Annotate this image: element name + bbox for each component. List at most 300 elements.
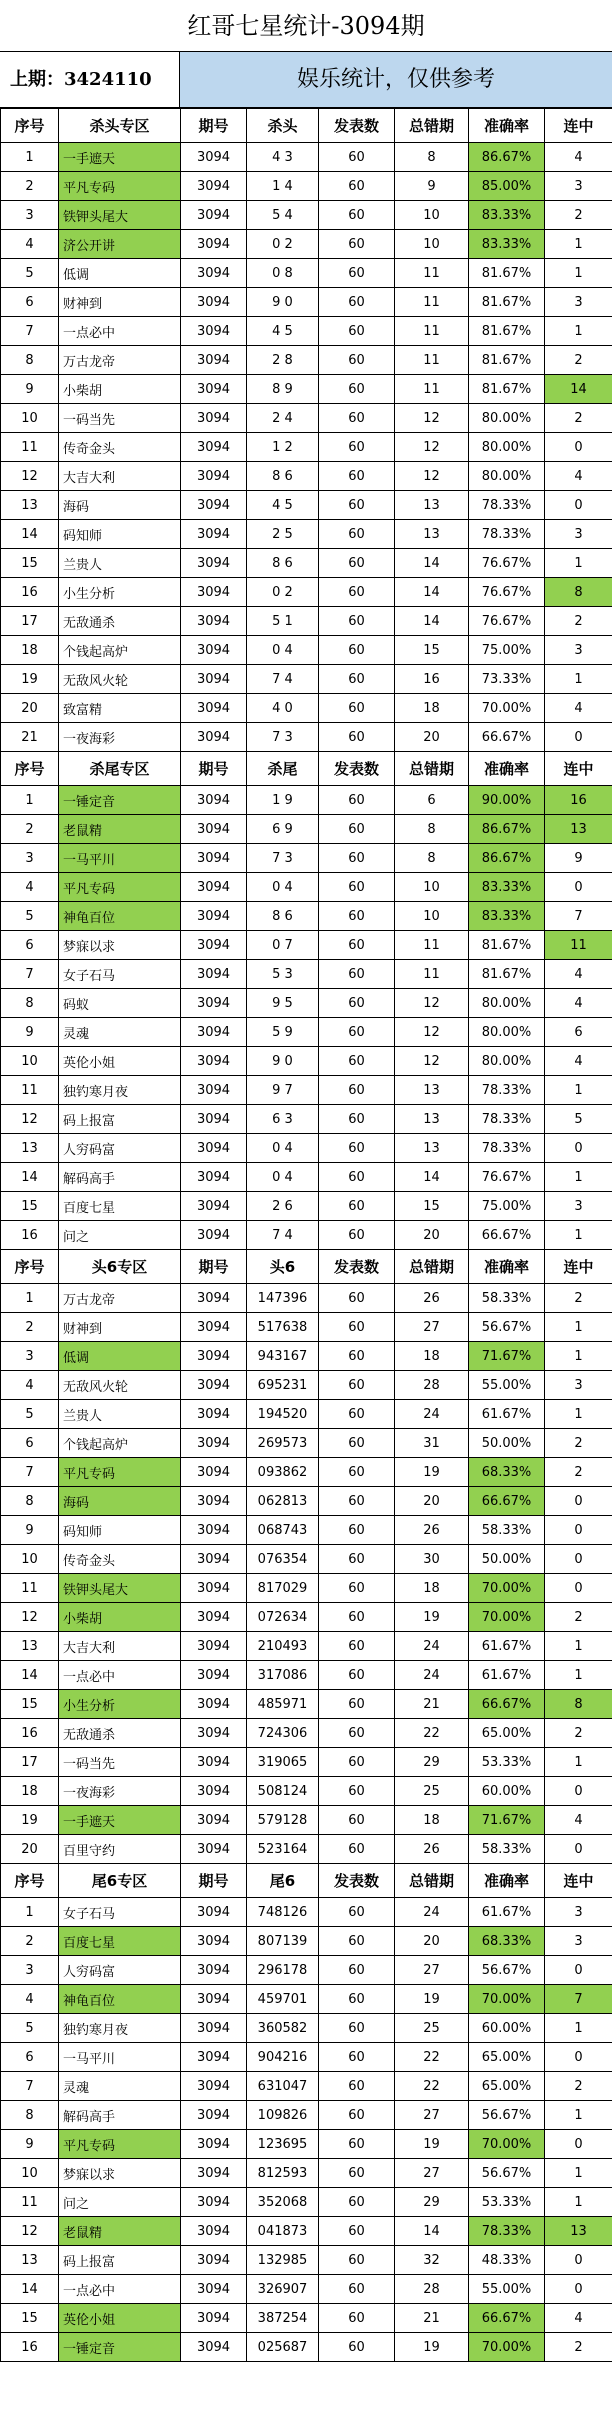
cell-number: 194520	[247, 1400, 319, 1429]
cell-number: 025687	[247, 2333, 319, 2362]
table-row	[1, 723, 612, 752]
cell-accuracy: 66.67%	[469, 1487, 545, 1516]
cell-misses: 26	[395, 1516, 469, 1545]
table-row	[1, 1661, 612, 1690]
cell-number: 9 0	[247, 1047, 319, 1076]
cell-period: 3094	[181, 346, 247, 375]
table-row	[1, 346, 612, 375]
cell-index: 9	[1, 1516, 59, 1545]
cell-accuracy: 81.67%	[469, 259, 545, 288]
cell-index: 2	[1, 172, 59, 201]
cell-name: 平凡专码	[59, 172, 181, 201]
cell-accuracy: 66.67%	[469, 1221, 545, 1250]
cell-name: 无敌风火轮	[59, 1371, 181, 1400]
cell-name: 万古龙帝	[59, 1284, 181, 1313]
cell-name: 梦寐以求	[59, 2159, 181, 2188]
cell-name: 一锤定音	[59, 786, 181, 815]
cell-number: 387254	[247, 2304, 319, 2333]
cell-misses: 22	[395, 2072, 469, 2101]
cell-period: 3094	[181, 1313, 247, 1342]
cell-index: 3	[1, 844, 59, 873]
table-row	[1, 1956, 612, 1985]
cell-accuracy: 78.33%	[469, 1105, 545, 1134]
cell-name: 人穷码富	[59, 1134, 181, 1163]
cell-number: 0 8	[247, 259, 319, 288]
cell-accuracy: 70.00%	[469, 1603, 545, 1632]
cell-streak: 1	[545, 2101, 612, 2130]
column-header-name: 杀头专区	[59, 109, 181, 143]
cell-name: 铁钾头尾大	[59, 201, 181, 230]
cell-accuracy: 83.33%	[469, 201, 545, 230]
cell-posts: 60	[319, 1661, 395, 1690]
column-header-streak: 连中	[545, 109, 612, 143]
table-row	[1, 1748, 612, 1777]
cell-posts: 60	[319, 2275, 395, 2304]
cell-streak: 1	[545, 2014, 612, 2043]
cell-name: 平凡专码	[59, 2130, 181, 2159]
cell-number: 4 5	[247, 491, 319, 520]
cell-period: 3094	[181, 2217, 247, 2246]
cell-period: 3094	[181, 2159, 247, 2188]
cell-streak: 2	[545, 346, 612, 375]
cell-period: 3094	[181, 143, 247, 172]
cell-streak: 0	[545, 873, 612, 902]
cell-index: 2	[1, 1313, 59, 1342]
cell-number: 062813	[247, 1487, 319, 1516]
column-header-posts: 发表数	[319, 1250, 395, 1284]
section-header-row	[1, 1250, 612, 1284]
table-row	[1, 1163, 612, 1192]
cell-index: 2	[1, 1927, 59, 1956]
cell-index: 16	[1, 1221, 59, 1250]
table-row	[1, 375, 612, 404]
cell-posts: 60	[319, 1371, 395, 1400]
cell-name: 解码高手	[59, 2101, 181, 2130]
cell-number: 360582	[247, 2014, 319, 2043]
cell-misses: 19	[395, 1603, 469, 1632]
cell-posts: 60	[319, 2130, 395, 2159]
cell-period: 3094	[181, 1835, 247, 1864]
cell-number: 1 4	[247, 172, 319, 201]
table-row	[1, 1192, 612, 1221]
table-row	[1, 902, 612, 931]
cell-misses: 8	[395, 143, 469, 172]
cell-index: 5	[1, 902, 59, 931]
cell-streak: 0	[545, 723, 612, 752]
column-header-name: 头6专区	[59, 1250, 181, 1284]
cell-index: 13	[1, 2246, 59, 2275]
cell-misses: 10	[395, 873, 469, 902]
column-header-accuracy: 准确率	[469, 752, 545, 786]
table-row	[1, 1574, 612, 1603]
cell-streak: 4	[545, 2304, 612, 2333]
cell-misses: 14	[395, 549, 469, 578]
cell-name: 独钓寒月夜	[59, 2014, 181, 2043]
table-row	[1, 1806, 612, 1835]
cell-posts: 60	[319, 1603, 395, 1632]
cell-index: 10	[1, 404, 59, 433]
cell-index: 12	[1, 462, 59, 491]
table-row	[1, 960, 612, 989]
cell-misses: 18	[395, 1574, 469, 1603]
cell-index: 9	[1, 2130, 59, 2159]
table-row	[1, 1603, 612, 1632]
table-row	[1, 607, 612, 636]
cell-period: 3094	[181, 1342, 247, 1371]
cell-accuracy: 81.67%	[469, 960, 545, 989]
cell-accuracy: 86.67%	[469, 815, 545, 844]
cell-misses: 26	[395, 1835, 469, 1864]
cell-misses: 11	[395, 931, 469, 960]
cell-posts: 60	[319, 2072, 395, 2101]
cell-accuracy: 80.00%	[469, 433, 545, 462]
cell-streak: 1	[545, 1748, 612, 1777]
cell-index: 12	[1, 2217, 59, 2246]
cell-streak: 0	[545, 1545, 612, 1574]
table-row	[1, 1632, 612, 1661]
cell-streak: 1	[545, 665, 612, 694]
cell-misses: 29	[395, 2188, 469, 2217]
cell-streak: 0	[545, 2043, 612, 2072]
cell-streak: 4	[545, 462, 612, 491]
cell-posts: 60	[319, 201, 395, 230]
cell-number: 0 4	[247, 1134, 319, 1163]
column-header-misses: 总错期	[395, 109, 469, 143]
cell-index: 1	[1, 1898, 59, 1927]
cell-streak: 3	[545, 172, 612, 201]
cell-misses: 27	[395, 2159, 469, 2188]
cell-streak: 13	[545, 815, 612, 844]
cell-index: 19	[1, 1806, 59, 1835]
cell-period: 3094	[181, 1134, 247, 1163]
cell-name: 个钱起高炉	[59, 1429, 181, 1458]
table-row	[1, 694, 612, 723]
cell-number: 7 4	[247, 665, 319, 694]
cell-index: 5	[1, 2014, 59, 2043]
cell-index: 7	[1, 317, 59, 346]
cell-name: 老鼠精	[59, 815, 181, 844]
cell-misses: 13	[395, 1076, 469, 1105]
cell-misses: 12	[395, 404, 469, 433]
cell-accuracy: 70.00%	[469, 694, 545, 723]
cell-posts: 60	[319, 665, 395, 694]
cell-index: 18	[1, 636, 59, 665]
cell-index: 17	[1, 1748, 59, 1777]
cell-accuracy: 58.33%	[469, 1516, 545, 1545]
cell-posts: 60	[319, 1927, 395, 1956]
cell-name: 兰贵人	[59, 1400, 181, 1429]
cell-period: 3094	[181, 2246, 247, 2275]
table-row	[1, 1835, 612, 1864]
cell-misses: 31	[395, 1429, 469, 1458]
cell-name: 独钓寒月夜	[59, 1076, 181, 1105]
table-row	[1, 1545, 612, 1574]
cell-name: 小柴胡	[59, 375, 181, 404]
cell-period: 3094	[181, 1748, 247, 1777]
cell-accuracy: 76.67%	[469, 1163, 545, 1192]
cell-posts: 60	[319, 1284, 395, 1313]
cell-streak: 1	[545, 1632, 612, 1661]
cell-name: 平凡专码	[59, 1458, 181, 1487]
cell-name: 码知师	[59, 520, 181, 549]
cell-streak: 1	[545, 1313, 612, 1342]
cell-accuracy: 85.00%	[469, 172, 545, 201]
cell-posts: 60	[319, 2014, 395, 2043]
cell-streak: 7	[545, 902, 612, 931]
cell-accuracy: 66.67%	[469, 723, 545, 752]
cell-number: 7 3	[247, 723, 319, 752]
cell-accuracy: 53.33%	[469, 2188, 545, 2217]
table-row	[1, 2043, 612, 2072]
cell-number: 8 6	[247, 902, 319, 931]
cell-streak: 2	[545, 2333, 612, 2362]
cell-accuracy: 61.67%	[469, 1400, 545, 1429]
cell-posts: 60	[319, 549, 395, 578]
cell-misses: 20	[395, 1927, 469, 1956]
table-row	[1, 2188, 612, 2217]
cell-period: 3094	[181, 844, 247, 873]
cell-period: 3094	[181, 1076, 247, 1105]
cell-period: 3094	[181, 2188, 247, 2217]
cell-accuracy: 60.00%	[469, 2014, 545, 2043]
cell-number: 4 0	[247, 694, 319, 723]
cell-accuracy: 76.67%	[469, 607, 545, 636]
cell-name: 大吉大利	[59, 1632, 181, 1661]
table-row	[1, 317, 612, 346]
cell-index: 9	[1, 375, 59, 404]
cell-name: 英伦小姐	[59, 2304, 181, 2333]
cell-posts: 60	[319, 2159, 395, 2188]
cell-streak: 0	[545, 2246, 612, 2275]
cell-misses: 8	[395, 844, 469, 873]
cell-period: 3094	[181, 2014, 247, 2043]
cell-accuracy: 83.33%	[469, 873, 545, 902]
cell-name: 致富精	[59, 694, 181, 723]
cell-index: 7	[1, 1458, 59, 1487]
cell-index: 8	[1, 1487, 59, 1516]
cell-period: 3094	[181, 375, 247, 404]
cell-misses: 12	[395, 433, 469, 462]
cell-accuracy: 66.67%	[469, 2304, 545, 2333]
cell-posts: 60	[319, 786, 395, 815]
cell-misses: 11	[395, 375, 469, 404]
cell-accuracy: 83.33%	[469, 230, 545, 259]
cell-streak: 3	[545, 288, 612, 317]
cell-misses: 12	[395, 1047, 469, 1076]
table-row	[1, 636, 612, 665]
cell-accuracy: 78.33%	[469, 2217, 545, 2246]
cell-streak: 1	[545, 317, 612, 346]
cell-streak: 6	[545, 1018, 612, 1047]
table-row	[1, 1313, 612, 1342]
cell-misses: 20	[395, 723, 469, 752]
cell-period: 3094	[181, 1192, 247, 1221]
cell-number: 523164	[247, 1835, 319, 1864]
cell-misses: 14	[395, 2217, 469, 2246]
cell-period: 3094	[181, 2130, 247, 2159]
column-header-misses: 总错期	[395, 1864, 469, 1898]
cell-misses: 13	[395, 491, 469, 520]
cell-name: 梦寐以求	[59, 931, 181, 960]
cell-number: 5 9	[247, 1018, 319, 1047]
cell-accuracy: 80.00%	[469, 404, 545, 433]
cell-posts: 60	[319, 1516, 395, 1545]
cell-index: 4	[1, 1371, 59, 1400]
cell-name: 小柴胡	[59, 1603, 181, 1632]
table-row	[1, 1018, 612, 1047]
cell-index: 14	[1, 2275, 59, 2304]
cell-misses: 26	[395, 1284, 469, 1313]
cell-number: 4 3	[247, 143, 319, 172]
cell-name: 一夜海彩	[59, 723, 181, 752]
table-row	[1, 230, 612, 259]
cell-posts: 60	[319, 1400, 395, 1429]
cell-streak: 2	[545, 607, 612, 636]
cell-accuracy: 66.67%	[469, 1690, 545, 1719]
cell-streak: 8	[545, 578, 612, 607]
cell-misses: 13	[395, 1105, 469, 1134]
cell-index: 3	[1, 1342, 59, 1371]
table-row	[1, 1927, 612, 1956]
column-header-streak: 连中	[545, 1864, 612, 1898]
cell-misses: 10	[395, 201, 469, 230]
cell-misses: 11	[395, 346, 469, 375]
subheader	[0, 52, 612, 108]
cell-posts: 60	[319, 1313, 395, 1342]
column-header-name: 杀尾专区	[59, 752, 181, 786]
cell-accuracy: 76.67%	[469, 549, 545, 578]
cell-period: 3094	[181, 1516, 247, 1545]
table-row	[1, 2217, 612, 2246]
cell-misses: 21	[395, 1690, 469, 1719]
cell-period: 3094	[181, 1047, 247, 1076]
cell-streak: 4	[545, 143, 612, 172]
cell-name: 大吉大利	[59, 462, 181, 491]
cell-posts: 60	[319, 844, 395, 873]
table-row	[1, 2246, 612, 2275]
cell-posts: 60	[319, 1690, 395, 1719]
cell-number: 7 4	[247, 1221, 319, 1250]
cell-number: 724306	[247, 1719, 319, 1748]
cell-streak: 0	[545, 1134, 612, 1163]
cell-streak: 3	[545, 636, 612, 665]
table-row	[1, 1985, 612, 2014]
cell-number: 093862	[247, 1458, 319, 1487]
cell-accuracy: 86.67%	[469, 844, 545, 873]
cell-name: 问之	[59, 1221, 181, 1250]
cell-number: 9 5	[247, 989, 319, 1018]
cell-index: 10	[1, 2159, 59, 2188]
cell-posts: 60	[319, 636, 395, 665]
cell-name: 神龟百位	[59, 1985, 181, 2014]
cell-index: 10	[1, 1545, 59, 1574]
cell-misses: 24	[395, 1661, 469, 1690]
cell-streak: 0	[545, 1574, 612, 1603]
cell-accuracy: 81.67%	[469, 931, 545, 960]
cell-name: 财神到	[59, 1313, 181, 1342]
cell-index: 12	[1, 1105, 59, 1134]
cell-name: 一锤定音	[59, 2333, 181, 2362]
cell-index: 4	[1, 230, 59, 259]
cell-misses: 28	[395, 1371, 469, 1400]
cell-number: 6 9	[247, 815, 319, 844]
cell-index: 7	[1, 960, 59, 989]
table-row	[1, 1690, 612, 1719]
cell-streak: 4	[545, 960, 612, 989]
cell-posts: 60	[319, 902, 395, 931]
cell-period: 3094	[181, 2275, 247, 2304]
table-row	[1, 1429, 612, 1458]
cell-number: 695231	[247, 1371, 319, 1400]
cell-number: 147396	[247, 1284, 319, 1313]
cell-accuracy: 80.00%	[469, 462, 545, 491]
cell-index: 6	[1, 2043, 59, 2072]
table-row	[1, 1777, 612, 1806]
table-row	[1, 931, 612, 960]
table-row	[1, 491, 612, 520]
cell-number: 904216	[247, 2043, 319, 2072]
cell-period: 3094	[181, 902, 247, 931]
section-header-row	[1, 1864, 612, 1898]
page-title: 红哥七星统计-3094期	[0, 0, 612, 52]
cell-name: 百度七星	[59, 1927, 181, 1956]
cell-index: 6	[1, 1429, 59, 1458]
cell-posts: 60	[319, 1748, 395, 1777]
cell-index: 11	[1, 433, 59, 462]
cell-period: 3094	[181, 786, 247, 815]
cell-posts: 60	[319, 1429, 395, 1458]
cell-index: 6	[1, 288, 59, 317]
cell-misses: 27	[395, 2101, 469, 2130]
cell-index: 14	[1, 1661, 59, 1690]
table-row	[1, 1047, 612, 1076]
cell-number: 631047	[247, 2072, 319, 2101]
cell-posts: 60	[319, 2101, 395, 2130]
cell-index: 5	[1, 259, 59, 288]
cell-name: 财神到	[59, 288, 181, 317]
cell-streak: 1	[545, 1163, 612, 1192]
cell-streak: 7	[545, 1985, 612, 2014]
cell-index: 1	[1, 143, 59, 172]
cell-number: 459701	[247, 1985, 319, 2014]
cell-name: 平凡专码	[59, 873, 181, 902]
cell-posts: 60	[319, 2246, 395, 2275]
cell-misses: 10	[395, 902, 469, 931]
table-row	[1, 172, 612, 201]
cell-period: 3094	[181, 1284, 247, 1313]
cell-streak: 1	[545, 549, 612, 578]
table-row	[1, 288, 612, 317]
cell-period: 3094	[181, 1632, 247, 1661]
cell-name: 小生分析	[59, 578, 181, 607]
cell-accuracy: 56.67%	[469, 1313, 545, 1342]
table-row	[1, 2130, 612, 2159]
cell-streak: 3	[545, 1927, 612, 1956]
cell-number: 319065	[247, 1748, 319, 1777]
cell-posts: 60	[319, 317, 395, 346]
column-header-index: 序号	[1, 1864, 59, 1898]
cell-number: 1 9	[247, 786, 319, 815]
cell-accuracy: 55.00%	[469, 2275, 545, 2304]
cell-misses: 16	[395, 665, 469, 694]
cell-number: 9 7	[247, 1076, 319, 1105]
cell-number: 812593	[247, 2159, 319, 2188]
cell-streak: 2	[545, 1603, 612, 1632]
cell-posts: 60	[319, 931, 395, 960]
cell-misses: 14	[395, 578, 469, 607]
cell-accuracy: 78.33%	[469, 520, 545, 549]
cell-streak: 3	[545, 1371, 612, 1400]
